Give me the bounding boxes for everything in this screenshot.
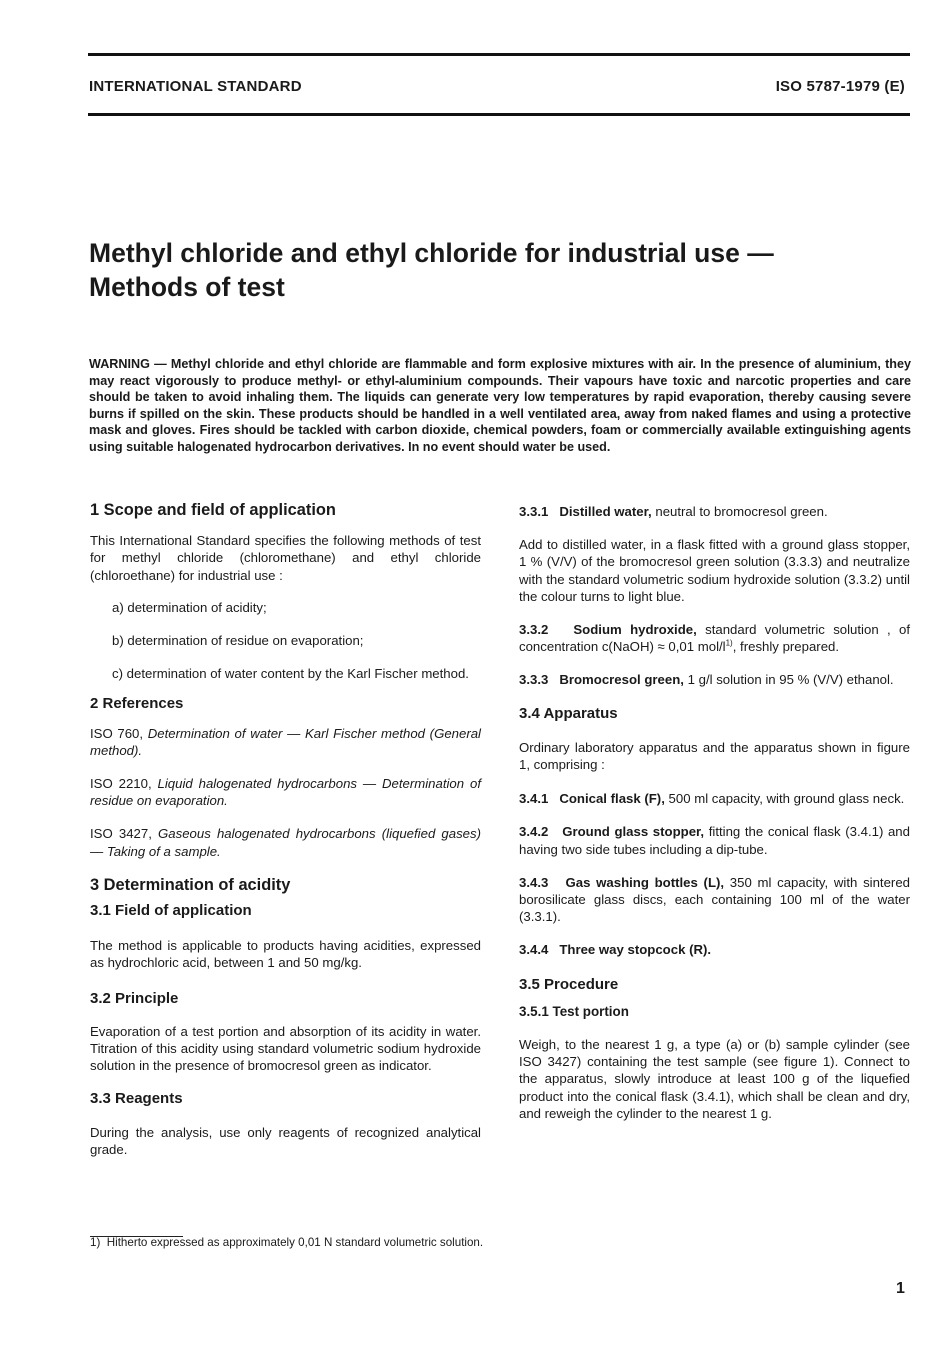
footnote-mark: 1) xyxy=(90,1236,101,1249)
clause-term: Gas washing bottles (L), xyxy=(565,874,725,890)
reference-title: Determination of water — Karl Fischer method (General method). xyxy=(90,725,481,758)
clause-text: 500 ml capacity, with ground glass neck. xyxy=(668,791,905,807)
left-column xyxy=(90,500,481,1158)
apparatus-item xyxy=(519,790,910,807)
header-rule xyxy=(88,113,910,116)
section-2-heading: 2 References xyxy=(90,695,184,713)
clause-number: 3.4.1 xyxy=(519,791,549,807)
warning-paragraph: WARNING — Methyl chloride and ethyl chloride are flammable and form explosive mixtures with air. In the presence of aluminium, they may react vigorously to produce methyl- or ethyl-aluminium compounds. Their vapours have toxic and narcotic properties and care should be taken to avoid inhaling them. The liquids can generate very low temperatures by rapid evaporation, thereby causing severe burns if spilled on the skin. These products should be handled in a well ventilated area, away from naked flames and using a protective mask and gloves. Fires should be tackled with carbon dioxide, chemical powders, foam or commercially available extinguishing agents using suitable halogenated hydrocarbon derivatives. In no event should water be used. xyxy=(89,357,911,454)
scope-item-c: c) determination of water content by the Karl Fischer method. xyxy=(112,666,469,682)
apparatus-item xyxy=(519,823,910,857)
clause-text: fitting the conical flask (3.4.1) and having two side tubes including a dip-tube. xyxy=(519,824,910,857)
section-3-2-heading: 3.2 Principle xyxy=(90,989,179,1007)
top-rule xyxy=(88,53,910,56)
section-3-5-1-text: Weigh, to the nearest 1 g, a type (a) or (b) sample cylinder (see ISO 3427) containing the test sample (see figure 1). Connect to the apparatus, slowly introduce at least 100 g of the liquefied product into the conical flask (3.4.1), which shall be clean and dry, and reweigh the cylinder to the nearest 1 g. xyxy=(519,1037,910,1121)
reference-code: ISO 3427, xyxy=(90,826,152,842)
clause-text: 350 ml capacity, with sintered borosilicate glass discs, each containing 100 ml of the water (3.3.1). xyxy=(519,874,910,925)
clause-text: 1 g/l solution in 95 % (V/V) ethanol. xyxy=(687,672,894,688)
section-3-3-2 xyxy=(519,621,910,655)
section-3-4-heading: 3.4 Apparatus xyxy=(519,704,618,722)
clause-term: Distilled water, xyxy=(559,504,652,519)
clause-number: 3.4.2 xyxy=(519,824,549,840)
clause-term: Three way stopcock (R). xyxy=(559,942,712,958)
footnote-reference: 1) xyxy=(725,638,733,648)
reference-title: Gaseous halogenated hydrocarbons (liquefied gases) — Taking of a sample. xyxy=(90,826,482,859)
section-3-1-heading: 3.1 Field of application xyxy=(90,902,252,920)
section-3-heading: 3 Determination of acidity xyxy=(90,875,291,894)
section-1-heading: 1 Scope and field of application xyxy=(90,501,336,519)
title-line-1: Methyl chloride and ethyl chloride for industrial use — xyxy=(89,238,774,268)
right-column xyxy=(519,500,910,1122)
header-standard-label: INTERNATIONAL STANDARD xyxy=(89,78,302,95)
clause-number: 3.3.3 xyxy=(519,672,549,688)
section-3-3-text: During the analysis, use only reagents of recognized analytical grade. xyxy=(90,1124,481,1157)
apparatus-item xyxy=(519,874,910,926)
clause-term: Ground glass stopper, xyxy=(562,824,705,840)
footnote-text: Hitherto expressed as approximately 0,01 N standard volumetric solution. xyxy=(106,1236,484,1249)
document-title xyxy=(89,236,909,304)
clause-term: Sodium hydroxide, xyxy=(573,622,697,638)
reference-iso-760 xyxy=(90,725,481,759)
clause-text: standard volumetric solution , of concentration c(NaOH) ≈ 0,01 mol/l xyxy=(519,622,911,655)
clause-number: 3.4.4 xyxy=(519,942,549,958)
section-3-3-3 xyxy=(519,671,910,688)
header-document-number: ISO 5787-1979 (E) xyxy=(775,78,905,95)
clause-text: neutral to bromocresol green. xyxy=(655,504,828,519)
section-3-3-1-text: Add to distilled water, in a flask fitted with a ground glass stopper, 1 % (V/V) of the bromocresol green solution (3.3.3) and neutralize with the standard volumetric sodium hydroxide solution (3.3.2) until the colour turns to light blue. xyxy=(519,537,910,604)
section-3-5-heading: 3.5 Procedure xyxy=(519,975,619,993)
section-1-intro: This International Standard specifies the following methods of test for methyl chloride (chloromethane) and ethyl chloride (chloroethane) for industrial use : xyxy=(90,533,481,583)
footnote xyxy=(90,1236,483,1250)
clause-term: Bromocresol green, xyxy=(559,672,684,688)
clause-number: 3.3.2 xyxy=(519,622,549,638)
section-3-3-heading: 3.3 Reagents xyxy=(90,1090,183,1108)
section-3-5-1-heading: 3.5.1 Test portion xyxy=(519,1003,629,1019)
title-line-2: Methods of test xyxy=(89,272,285,302)
scope-item-b: b) determination of residue on evaporation; xyxy=(112,633,364,649)
reference-code: ISO 760, xyxy=(90,725,144,741)
scope-item-a: a) determination of acidity; xyxy=(112,599,267,615)
section-3-1-text: The method is applicable to products having acidities, expressed as hydrochloric acid, between 1 and 50 mg/kg. xyxy=(90,938,481,971)
clause-number: 3.4.3 xyxy=(519,874,549,890)
section-3-4-intro: Ordinary laboratory apparatus and the apparatus shown in figure 1, comprising : xyxy=(519,739,910,773)
section-3-2-text: Evaporation of a test portion and absorption of its acidity in water. Titration of this acidity using standard volumetric sodium hydroxide solution in the presence of bromocresol green as indicator. xyxy=(90,1023,481,1074)
reference-title: Liquid halogenated hydrocarbons — Determination of residue on evaporation. xyxy=(90,776,481,809)
apparatus-item xyxy=(519,941,910,958)
page-number: 1 xyxy=(896,1280,905,1297)
clause-number: 3.3.1 xyxy=(519,504,549,519)
reference-iso-2210 xyxy=(90,775,481,809)
reference-code: ISO 2210, xyxy=(90,776,152,792)
clause-text-end: , freshly prepared. xyxy=(732,639,840,655)
reference-iso-3427 xyxy=(90,825,481,859)
section-3-3-1 xyxy=(519,503,910,520)
clause-term: Conical flask (F), xyxy=(559,791,665,807)
